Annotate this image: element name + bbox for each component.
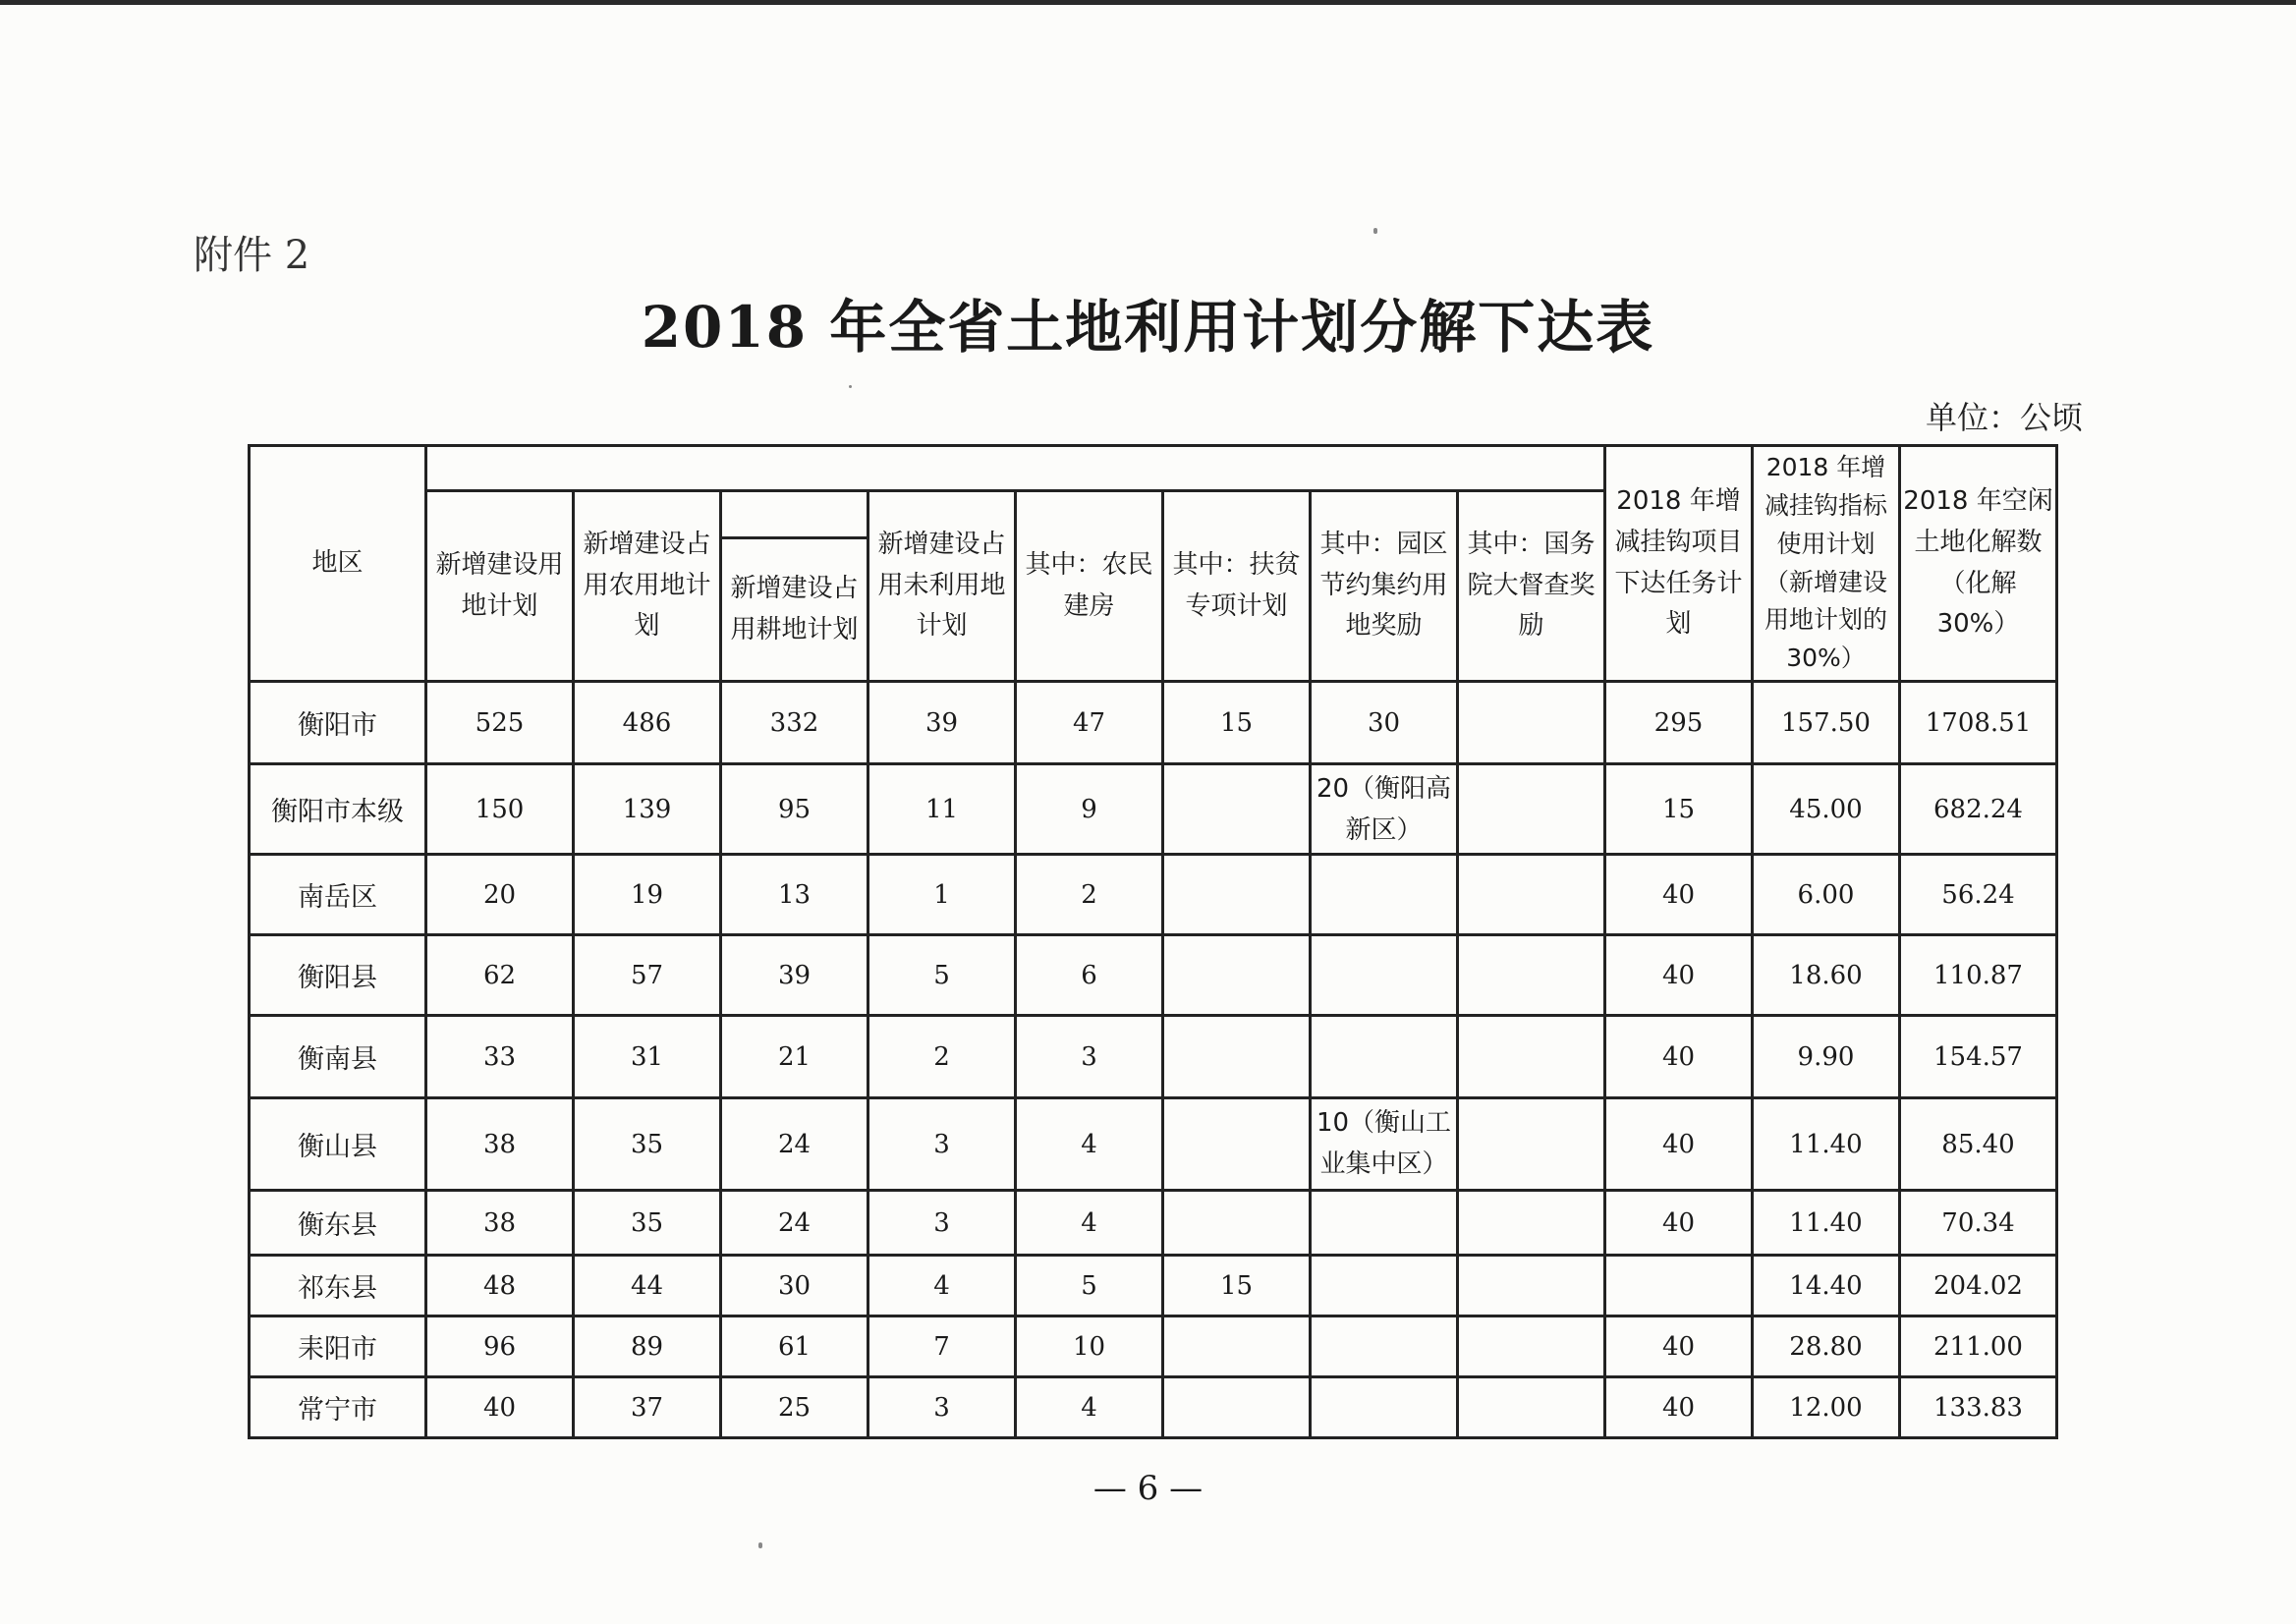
cell-c9: 40 — [1605, 1316, 1753, 1377]
cell-c1: 96 — [426, 1316, 574, 1377]
unit-label: 单位：公顷 — [1926, 399, 2084, 436]
cell-c10: 28.80 — [1753, 1316, 1900, 1377]
cell-c9: 40 — [1605, 1377, 1753, 1438]
cell-c7 — [1311, 1191, 1458, 1256]
cell-c4: 2 — [868, 1016, 1016, 1098]
header-cultivated-spacer — [721, 491, 868, 538]
cell-region: 衡阳县 — [250, 935, 426, 1016]
cell-c10: 45.00 — [1753, 764, 1900, 855]
cell-c2: 19 — [574, 855, 721, 935]
table-row — [250, 855, 2057, 935]
cell-c5: 4 — [1016, 1098, 1163, 1191]
cell-c4: 11 — [868, 764, 1016, 855]
cell-c2: 31 — [574, 1016, 721, 1098]
cell-c3: 61 — [721, 1316, 868, 1377]
cell-c11: 110.87 — [1900, 935, 2057, 1016]
cell-c9: 40 — [1605, 1016, 1753, 1098]
cell-c1: 38 — [426, 1191, 574, 1256]
cell-region: 耒阳市 — [250, 1316, 426, 1377]
header-state-council-reward: 其中：国务院大督查奖励 — [1458, 491, 1605, 682]
cell-c3: 24 — [721, 1098, 868, 1191]
cell-c2: 486 — [574, 682, 721, 764]
cell-c1: 62 — [426, 935, 574, 1016]
cell-c9: 40 — [1605, 935, 1753, 1016]
table-row — [250, 1316, 2057, 1377]
cell-c11: 211.00 — [1900, 1316, 2057, 1377]
cell-c8 — [1458, 1016, 1605, 1098]
cell-c10: 12.00 — [1753, 1377, 1900, 1438]
cell-c2: 44 — [574, 1256, 721, 1316]
cell-c10: 11.40 — [1753, 1191, 1900, 1256]
header-poverty: 其中：扶贫专项计划 — [1163, 491, 1311, 682]
cell-c6 — [1163, 1098, 1311, 1191]
cell-c2: 89 — [574, 1316, 721, 1377]
cell-c9: 295 — [1605, 682, 1753, 764]
scan-speck — [758, 1542, 762, 1548]
header-cultivated: 新增建设占用耕地计划 — [721, 538, 868, 682]
cell-c2: 37 — [574, 1377, 721, 1438]
table-row — [250, 1256, 2057, 1316]
cell-c3: 39 — [721, 935, 868, 1016]
cell-c5: 10 — [1016, 1316, 1163, 1377]
cell-c7 — [1311, 1256, 1458, 1316]
table-row — [250, 682, 2057, 764]
header-linkage-use: 2018 年增减挂钩指标使用计划（新增建设用地计划的 30%） — [1753, 446, 1900, 682]
cell-c1: 20 — [426, 855, 574, 935]
cell-c7 — [1311, 1016, 1458, 1098]
cell-c4: 3 — [868, 1377, 1016, 1438]
cell-c10: 6.00 — [1753, 855, 1900, 935]
cell-c3: 332 — [721, 682, 868, 764]
table-row — [250, 1016, 2057, 1098]
header-unused-land: 新增建设占用未利用地计划 — [868, 491, 1016, 682]
cell-c8 — [1458, 1316, 1605, 1377]
cell-c2: 35 — [574, 1098, 721, 1191]
cell-c8 — [1458, 1256, 1605, 1316]
header-farmland: 新增建设占用农用地计划 — [574, 491, 721, 682]
cell-c9 — [1605, 1256, 1753, 1316]
cell-region: 祁东县 — [250, 1256, 426, 1316]
cell-region: 衡南县 — [250, 1016, 426, 1098]
cell-c5: 9 — [1016, 764, 1163, 855]
cell-c2: 57 — [574, 935, 721, 1016]
header-park-reward: 其中：园区节约集约用地奖励 — [1311, 491, 1458, 682]
cell-c4: 39 — [868, 682, 1016, 764]
cell-c8 — [1458, 1377, 1605, 1438]
cell-c11: 1708.51 — [1900, 682, 2057, 764]
cell-c11: 154.57 — [1900, 1016, 2057, 1098]
cell-c6 — [1163, 935, 1311, 1016]
cell-c3: 25 — [721, 1377, 868, 1438]
cell-c10: 157.50 — [1753, 682, 1900, 764]
cell-c1: 33 — [426, 1016, 574, 1098]
cell-region: 衡阳市本级 — [250, 764, 426, 855]
scan-speck — [849, 385, 852, 388]
cell-c7: 30 — [1311, 682, 1458, 764]
cell-region: 南岳区 — [250, 855, 426, 935]
table-row — [250, 1377, 2057, 1438]
cell-c5: 3 — [1016, 1016, 1163, 1098]
header-idle-land: 2018 年空闲土地化解数（化解 30%） — [1900, 446, 2057, 682]
cell-c5: 4 — [1016, 1377, 1163, 1438]
cell-c6 — [1163, 1191, 1311, 1256]
cell-c6 — [1163, 1377, 1311, 1438]
cell-c2: 35 — [574, 1191, 721, 1256]
cell-c6 — [1163, 1316, 1311, 1377]
cell-c10: 9.90 — [1753, 1016, 1900, 1098]
cell-c11: 85.40 — [1900, 1098, 2057, 1191]
cell-c7 — [1311, 1377, 1458, 1438]
header-group-blank — [426, 446, 1605, 491]
cell-c3: 30 — [721, 1256, 868, 1316]
header-new-construction: 新增建设用地计划 — [426, 491, 574, 682]
cell-c8 — [1458, 764, 1605, 855]
cell-c7: 20（衡阳高新区） — [1311, 764, 1458, 855]
cell-c7 — [1311, 1316, 1458, 1377]
table-row — [250, 764, 2057, 855]
cell-c9: 40 — [1605, 1098, 1753, 1191]
cell-c10: 18.60 — [1753, 935, 1900, 1016]
cell-c4: 3 — [868, 1191, 1016, 1256]
cell-c8 — [1458, 935, 1605, 1016]
cell-c5: 4 — [1016, 1191, 1163, 1256]
cell-c3: 13 — [721, 855, 868, 935]
cell-c1: 38 — [426, 1098, 574, 1191]
cell-c2: 139 — [574, 764, 721, 855]
cell-c7 — [1311, 855, 1458, 935]
cell-c1: 150 — [426, 764, 574, 855]
scan-speck — [1373, 228, 1377, 234]
cell-c8 — [1458, 1098, 1605, 1191]
cell-c1: 525 — [426, 682, 574, 764]
cell-c5: 2 — [1016, 855, 1163, 935]
cell-c5: 5 — [1016, 1256, 1163, 1316]
table-row — [250, 935, 2057, 1016]
cell-c8 — [1458, 1191, 1605, 1256]
cell-region: 衡东县 — [250, 1191, 426, 1256]
cell-c9: 40 — [1605, 855, 1753, 935]
cell-c8 — [1458, 682, 1605, 764]
attachment-label: 附件 2 — [194, 233, 310, 278]
cell-region: 常宁市 — [250, 1377, 426, 1438]
cell-c11: 70.34 — [1900, 1191, 2057, 1256]
cell-c6 — [1163, 855, 1311, 935]
table-row — [250, 1191, 2057, 1256]
table-row — [250, 1098, 2057, 1191]
header-row-top — [250, 446, 2057, 491]
cell-c3: 21 — [721, 1016, 868, 1098]
cell-region: 衡山县 — [250, 1098, 426, 1191]
cell-c10: 14.40 — [1753, 1256, 1900, 1316]
cell-c6: 15 — [1163, 682, 1311, 764]
cell-c11: 682.24 — [1900, 764, 2057, 855]
cell-c4: 1 — [868, 855, 1016, 935]
page-title: 2018 年全省土地利用计划分解下达表 — [641, 294, 1655, 361]
cell-c4: 3 — [868, 1098, 1016, 1191]
cell-c5: 47 — [1016, 682, 1163, 764]
cell-c9: 15 — [1605, 764, 1753, 855]
cell-c9: 40 — [1605, 1191, 1753, 1256]
top-border-line — [0, 0, 2296, 5]
cell-c3: 95 — [721, 764, 868, 855]
cell-c11: 133.83 — [1900, 1377, 2057, 1438]
cell-c10: 11.40 — [1753, 1098, 1900, 1191]
cell-c6: 15 — [1163, 1256, 1311, 1316]
header-region: 地区 — [250, 446, 426, 682]
cell-c6 — [1163, 1016, 1311, 1098]
cell-c3: 24 — [721, 1191, 868, 1256]
cell-c7: 10（衡山工业集中区） — [1311, 1098, 1458, 1191]
cell-c8 — [1458, 855, 1605, 935]
cell-c11: 56.24 — [1900, 855, 2057, 935]
cell-c1: 48 — [426, 1256, 574, 1316]
header-rural-housing: 其中：农民建房 — [1016, 491, 1163, 682]
cell-c4: 5 — [868, 935, 1016, 1016]
cell-region: 衡阳市 — [250, 682, 426, 764]
cell-c7 — [1311, 935, 1458, 1016]
cell-c6 — [1163, 764, 1311, 855]
page-number: — 6 — — [1092, 1469, 1204, 1508]
cell-c1: 40 — [426, 1377, 574, 1438]
header-linkage-task: 2018 年增减挂钩项目下达任务计划 — [1605, 446, 1753, 682]
land-use-plan-table — [248, 444, 2058, 1439]
cell-c11: 204.02 — [1900, 1256, 2057, 1316]
cell-c5: 6 — [1016, 935, 1163, 1016]
cell-c4: 4 — [868, 1256, 1016, 1316]
cell-c4: 7 — [868, 1316, 1016, 1377]
